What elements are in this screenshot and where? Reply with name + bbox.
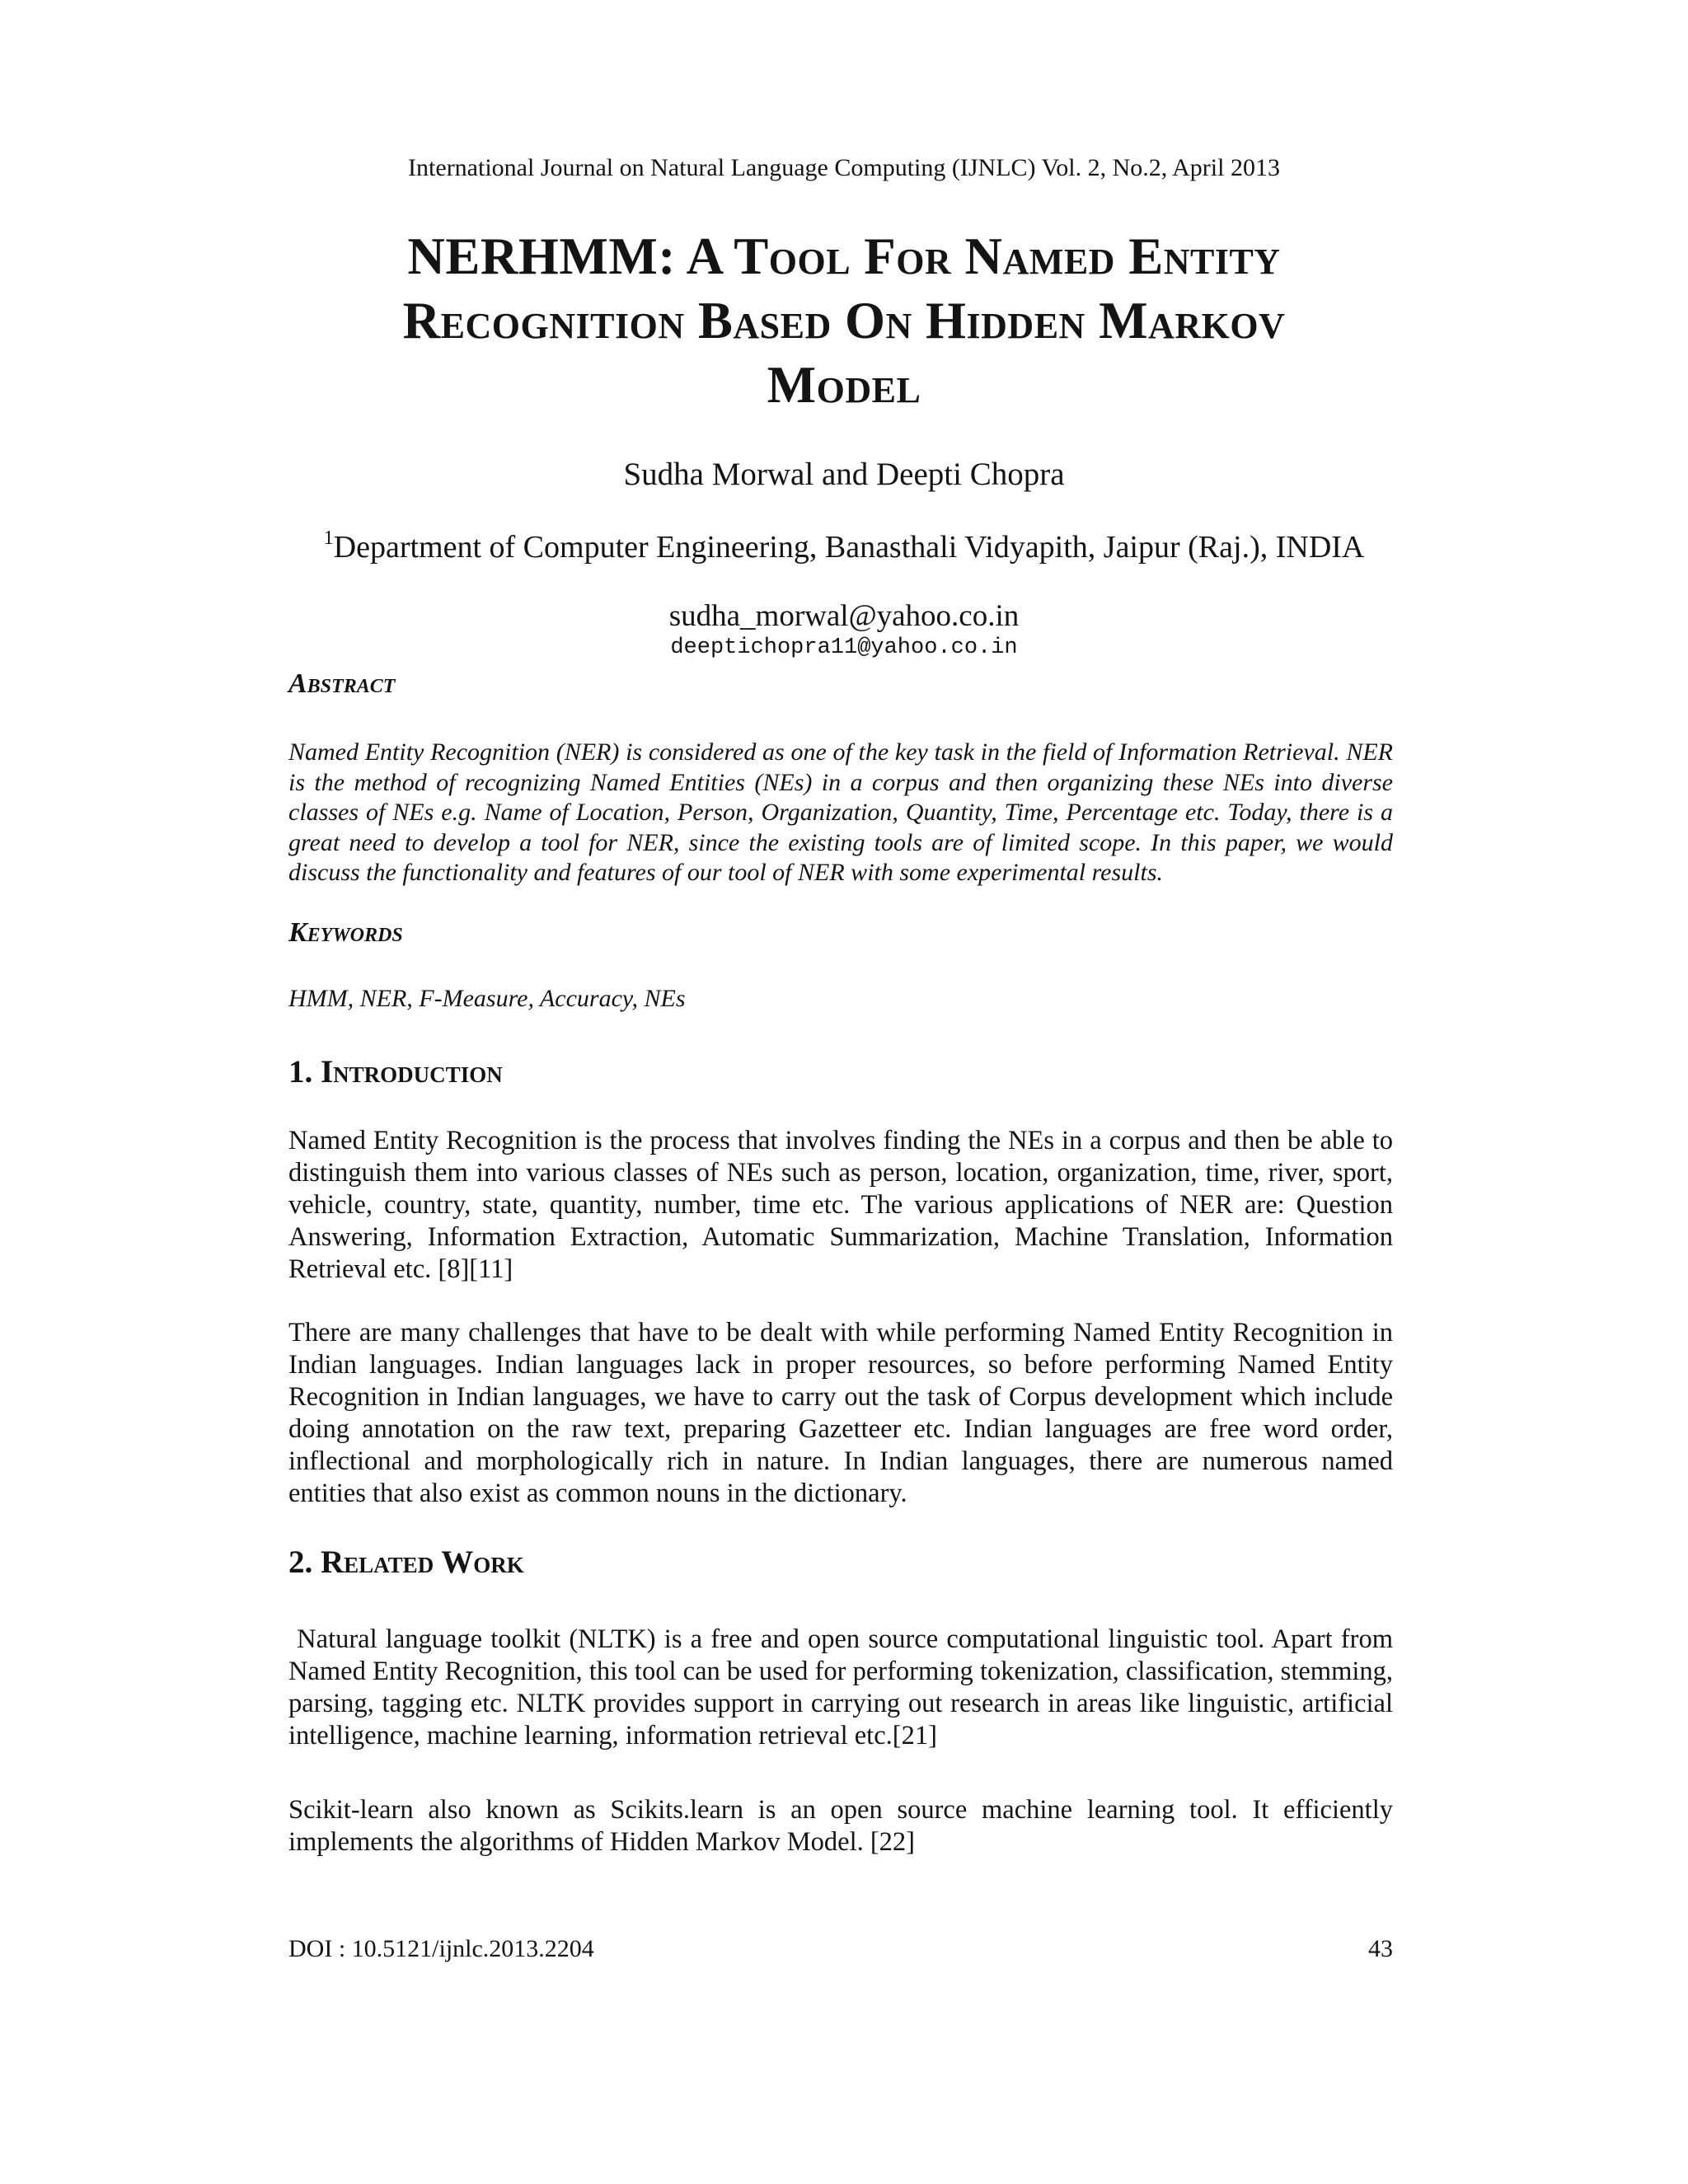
paper-title: [267, 224, 1421, 417]
author-email-secondary[interactable]: deeptichopra11@yahoo.co.in: [670, 635, 1018, 660]
affiliation-text: Department of Computer Engineering, Banasthali Vidyapith, Jaipur (Raj.), INDIA: [333, 530, 1365, 565]
introduction-paragraph: There are many challenges that have to be dealt with while performing Named Entity Recognition in Indian languages. Indian languages lack in proper resources, so before performing Named Entity Recognition in Indian languages, we have to carry out the task of Corpus development which include doing annotation on the raw text, preparing Gazetteer etc. Indian languages are free word order, inflectional and morphologically rich in nature. In Indian languages, there are numerous named entities that also exist as common nouns in the dictionary.: [288, 1318, 1393, 1508]
author-affiliation: [0, 527, 1688, 567]
paper-title-line: NERHMM: A Tool For Named Entity: [407, 227, 1281, 285]
page-number: 43: [1368, 1935, 1393, 1962]
introduction-heading: 1. Introduction: [288, 1054, 503, 1090]
author-names: Sudha Morwal and Deepti Chopra: [623, 457, 1065, 492]
footer-doi: DOI : 10.5121/ijnlc.2013.2204: [288, 1935, 594, 1962]
related-work-paragraph: Natural language toolkit (NLTK) is a free and open source computational linguistic tool. Apart from Named Entity Recognition, this tool can be used for performing tokenization, classification, stemming, parsing, tagging etc. NLTK provides support in carrying out research in areas like linguistic, artificial intelligence, machine learning, information retrieval etc.[21]: [288, 1624, 1400, 1750]
abstract-text: Named Entity Recognition (NER) is considered as one of the key task in the field of Information Retrieval. NER is the method of recognizing Named Entities (NEs) in a corpus and then organizing these NEs into diverse classes of NEs e.g. Name of Location, Person, Organization, Quantity, Time, Percentage etc. Today, there is a great need to develop a tool for NER, since the existing tools are of limited scope. In this paper, we would discuss the functionality and features of our tool of NER with some experimental results.: [288, 738, 1393, 886]
journal-header: International Journal on Natural Language Computing (IJNLC) Vol. 2, No.2, April 2013: [408, 154, 1280, 181]
introduction-paragraph: Named Entity Recognition is the process that involves finding the NEs in a corpus and then be able to distinguish them into various classes of NEs such as person, location, organization, time, river, sport, vehicle, country, state, quantity, number, time etc. The various applications of NER are: Question Answering, Information Extraction, Automatic Summarization, Machine Translation, Information Retrieval etc. [8][11]: [288, 1126, 1393, 1284]
related-work-paragraph: Scikit-learn also known as Scikits.learn is an open source machine learning tool. It efficiently implements the algorithms of Hidden Markov Model. [22]: [288, 1795, 1393, 1857]
affiliation-marker: 1: [323, 527, 334, 549]
keywords-heading: Keywords: [288, 917, 403, 948]
paper-title-line: Recognition Based On Hidden Markov: [402, 292, 1286, 349]
abstract-heading: Abstract: [288, 668, 396, 699]
related-work-heading: 2. Related Work: [288, 1544, 524, 1580]
keywords-text: HMM, NER, F-Measure, Accuracy, NEs: [288, 985, 686, 1012]
author-email-primary[interactable]: sudha_morwal@yahoo.co.in: [668, 599, 1020, 633]
paper-title-line: Model: [767, 356, 921, 414]
